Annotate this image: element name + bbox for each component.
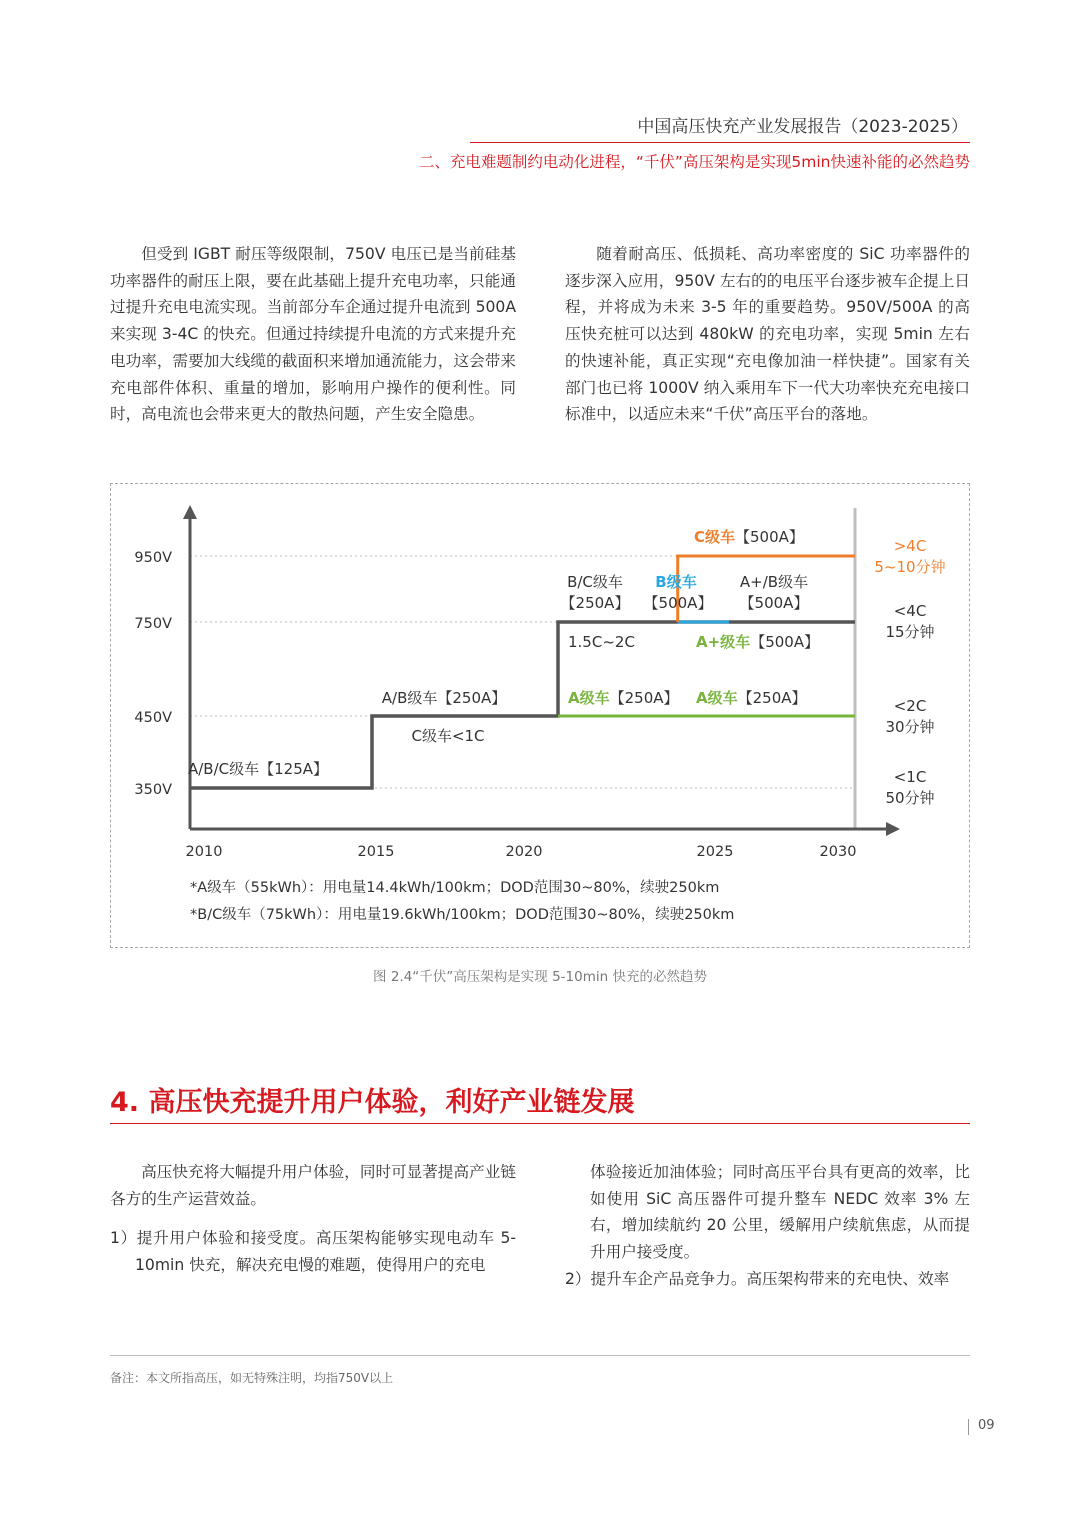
intro-right-column (565, 241, 970, 428)
rate-lt2c: <2C (893, 697, 927, 715)
label-a-250a-1-grade: A级车 (568, 689, 610, 707)
label-a-250a-1 (568, 689, 679, 707)
time-15min: 15分钟 (885, 623, 935, 641)
y-tick-350: 350V (134, 782, 172, 798)
y-axis-arrow (183, 505, 197, 519)
label-1-5c-2c: 1.5C~2C (568, 633, 635, 651)
list-item-2: 2）提升车企产品竞争力。高压架构带来的充电快、效率 (565, 1269, 950, 1288)
label-bc-250a-line2: 【250A】 (560, 594, 630, 612)
label-ab-250a: A/B级车【250A】 (381, 689, 507, 707)
label-c-500a-grade: C级车 (694, 528, 736, 546)
intro-left-column (110, 241, 516, 428)
x-axis-arrow (886, 822, 900, 836)
label-ap-500a-grade: A+级车 (696, 633, 751, 651)
label-b-500a-line1: B级车 (655, 573, 697, 591)
page-number-separator (968, 1419, 969, 1435)
chart-note-a: *A级车（55kWh）：用电量14.4kWh/100km；DOD范围30~80%，续驶250km (190, 880, 720, 896)
section-title: 4. 高压快充提升用户体验，利好产业链发展 (110, 1087, 635, 1118)
label-apb-500a-line1: A+/B级车 (739, 573, 809, 591)
section-intro-paragraph: 高压快充将大幅提升用户体验，同时可显著提高产业链各方的生产运营效益。 (110, 1163, 516, 1208)
rate-lt4c: <4C (893, 602, 927, 620)
chapter-subtitle: 二、充电难题制约电动化进程，“千伏”高压架构是实现5min快速补能的必然趋势 (418, 153, 970, 171)
time-30min: 30分钟 (885, 718, 935, 736)
y-tick-950: 950V (134, 550, 172, 566)
report-title: 中国高压快充产业发展报告（2023-2025） (637, 117, 968, 137)
label-a-250a-2-grade: A级车 (696, 689, 738, 707)
label-b-500a-line2: 【500A】 (643, 594, 713, 612)
label-a-250a-2-current: 【250A】 (737, 689, 807, 707)
label-bc-250a-line1: B/C级车 (567, 573, 623, 591)
label-a-250a-2 (696, 689, 807, 707)
time-50min: 50分钟 (885, 789, 935, 807)
x-tick-2025: 2025 (696, 844, 734, 860)
rate-lt1c: <1C (893, 768, 927, 786)
x-tick-2015: 2015 (357, 844, 395, 860)
x-tick-2010: 2010 (185, 844, 223, 860)
intro-right-paragraph: 随着耐高压、低损耗、高功率密度的 SiC 功率器件的逐步深入应用，950V 左右的的电压平台逐步被车企提上日程，并将成为未来 3-5 年的重要趋势。950V/500A 的高压快充桩可以达到 480kW 的充电功率，实现 5min 左右的快速补能，真正实现“充电像加油一样快捷”。国家有关部门也已将 1000V 纳入乘用车下一代大功率快充充电接口标准中，以适应未来“千伏”高压平台的落地。 (565, 245, 970, 424)
y-tick-450: 450V (134, 710, 172, 726)
x-tick-2030: 2030 (819, 844, 857, 860)
label-apb-500a-line2: 【500A】 (739, 594, 809, 612)
label-a-250a-1-current: 【250A】 (609, 689, 679, 707)
label-ap-500a-current: 【500A】 (750, 633, 820, 651)
y-tick-750: 750V (134, 616, 172, 632)
label-c-1c: C级车<1C (411, 727, 485, 745)
rate-gt4c: >4C (893, 537, 927, 555)
x-tick-2020: 2020 (505, 844, 543, 860)
label-c-500a-current: 【500A】 (735, 528, 804, 546)
section-right-column (565, 1159, 970, 1293)
chart-note-bc: *B/C级车（75kWh）：用电量19.6kWh/100km；DOD范围30~80%，续驶250km (190, 907, 735, 923)
series-layer (187, 508, 855, 829)
list-item-1: 1）提升用户体验和接受度。高压架构能够实现电动车 5-10min 快充，解决充电慢的难题，使得用户的充电 (110, 1229, 516, 1275)
time-5-10min: 5~10分钟 (874, 558, 946, 576)
label-abc-125a: A/B/C级车【125A】 (187, 760, 329, 778)
footer-note: 备注：本文所指高压，如无特殊注明，均指750V以上 (110, 1371, 394, 1385)
page-number: 09 (978, 1418, 995, 1433)
section-divider (110, 1123, 970, 1124)
intro-left-paragraph: 但受到 IGBT 耐压等级限制，750V 电压已是当前硅基功率器件的耐压上限，要在此基础上提升充电功率，只能通过提升充电电流实现。当前部分车企通过提升电流到 500A 来实现 3-4C 的快充。但通过持续提升电流的方式来提升充电功率，需要加大线缆的截面积来增加通流能力，这会带来充电部件体积、重量的增加，影响用户操作的便利性。同时，高电流也会带来更大的散热问题，产生安全隐患。 (110, 245, 516, 424)
label-ap-500a (696, 633, 819, 651)
label-c-500a (694, 528, 804, 546)
section-left-column (110, 1159, 516, 1279)
voltage-trend-chart (110, 483, 970, 948)
footer-divider (110, 1355, 970, 1356)
header-divider (470, 142, 970, 143)
figure-caption: 图 2.4“千伏”高压架构是实现 5-10min 快充的必然趋势 (373, 969, 707, 985)
list-item-1-continued: 体验接近加油体验；同时高压平台具有更高的效率，比如使用 SiC 高压器件可提升整车 NEDC 效率 3% 左右，增加续航约 20 公里，缓解用户续航焦虑，从而提升用户接受度。 (590, 1163, 970, 1262)
